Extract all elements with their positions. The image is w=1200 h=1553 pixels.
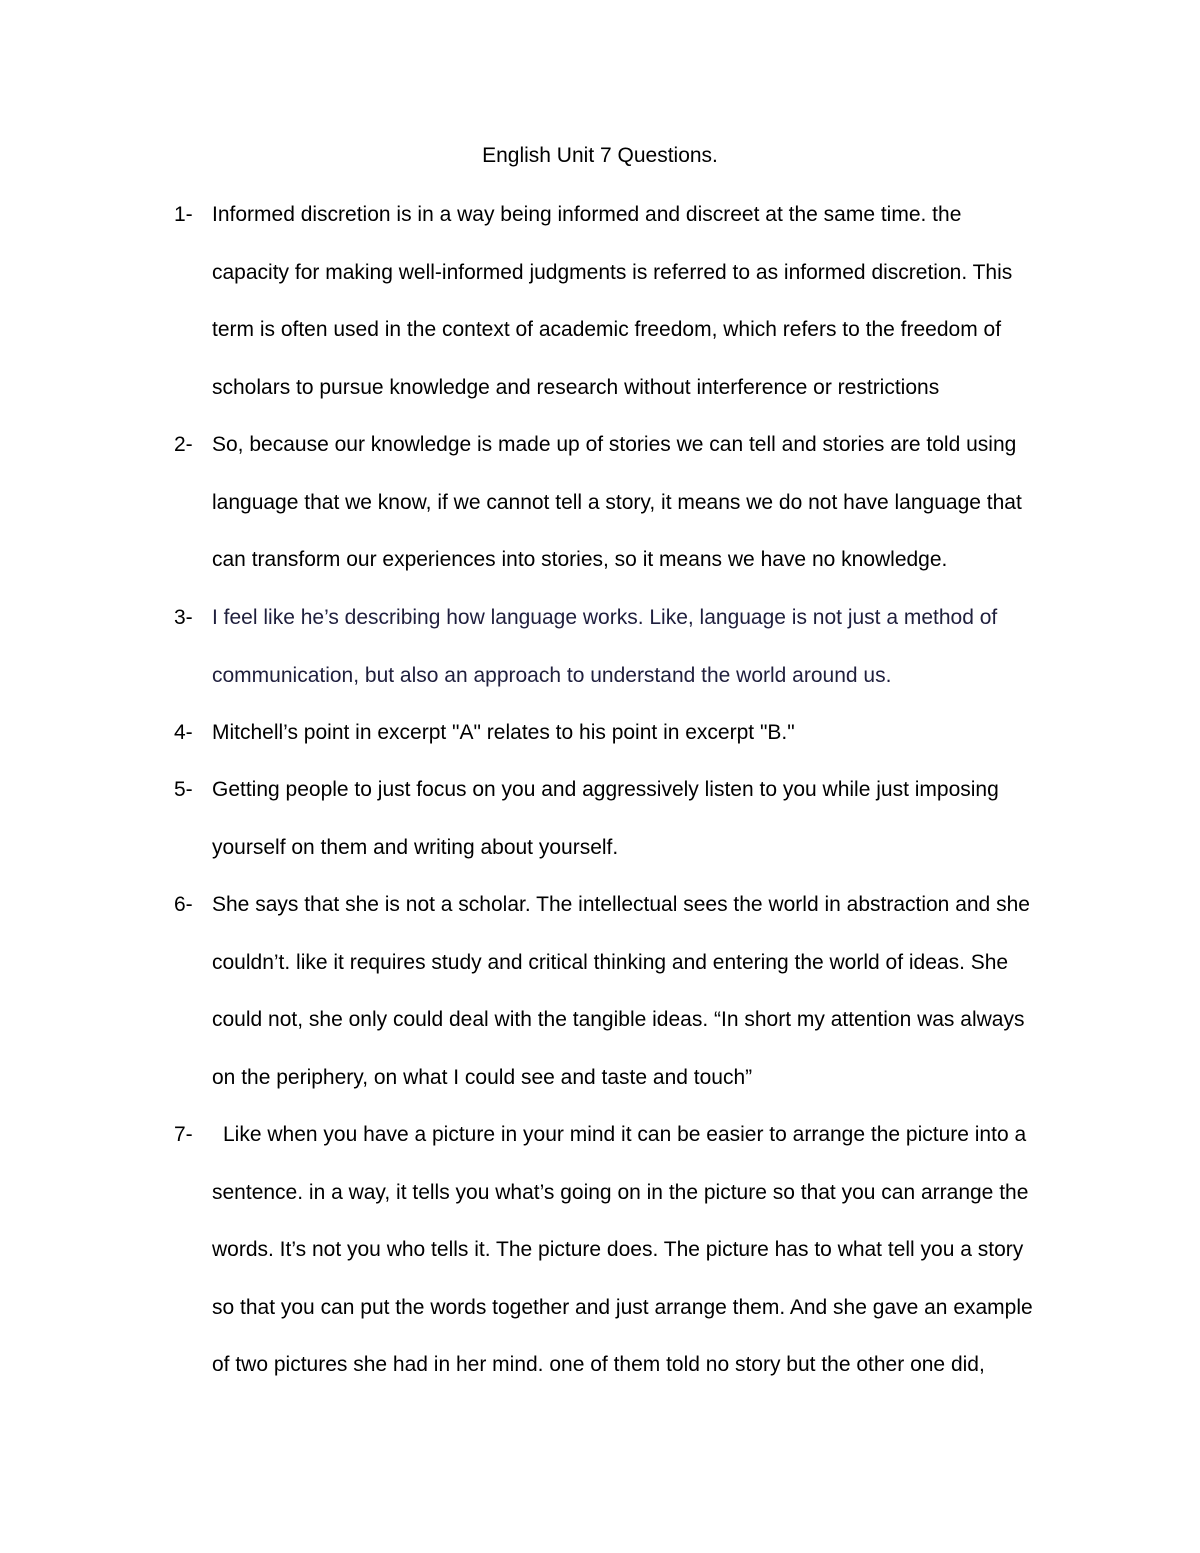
item-number: 1- <box>174 203 193 226</box>
text-line: term is often used in the context of academic freedom, which refers to the freedom of <box>212 318 1002 341</box>
text-line: capacity for making well-informed judgments is referred to as informed discretion. This <box>212 260 1013 284</box>
text-line: words. It’s not you who tells it. The picture does. The picture has to what tell you a story <box>212 1238 1024 1261</box>
text-line: communication, but also an approach to understand the world around us. <box>212 663 892 687</box>
document-title: English Unit 7 Questions. <box>482 144 718 167</box>
item-text <box>212 704 1072 762</box>
item-number: 5- <box>174 778 193 801</box>
item-text <box>212 416 1072 589</box>
text-line: I feel like he’s describing how language works. Like, language is not just a method of <box>212 606 998 629</box>
text-line: yourself on them and writing about yourself. <box>212 835 619 859</box>
item-text <box>212 186 1072 416</box>
text-line: Like when you have a picture in your mind it can be easier to arrange the picture into a <box>223 1123 1027 1146</box>
text-line: can transform our experiences into stories, so it means we have no knowledge. <box>212 548 948 571</box>
item-number: 6- <box>174 893 193 916</box>
text-line: language that we know, if we cannot tell a story, it means we do not have language that <box>212 490 1022 514</box>
text-line: Mitchell’s point in excerpt "A" relates to his point in excerpt "B." <box>212 721 795 744</box>
text-line: Getting people to just focus on you and aggressively listen to you while just imposing <box>212 778 999 801</box>
text-line: could not, she only could deal with the tangible ideas. “In short my attention was always <box>212 1008 1025 1031</box>
text-line: Informed discretion is in a way being informed and discreet at the same time. the <box>212 203 962 226</box>
item-number: 3- <box>174 606 193 629</box>
item-text <box>212 761 1072 876</box>
item-number: 4- <box>174 721 193 744</box>
text-line: of two pictures she had in her mind. one of them told no story but the other one did, <box>212 1353 985 1376</box>
text-line: sentence. in a way, it tells you what’s going on in the picture so that you can arrange the <box>212 1180 1029 1204</box>
text-line: couldn’t. like it requires study and critical thinking and entering the world of ideas. She <box>212 950 1009 974</box>
item-text <box>212 1106 1072 1394</box>
text-line: She says that she is not a scholar. The intellectual sees the world in abstraction and she <box>212 893 1030 916</box>
text-line: on the periphery, on what I could see and taste and touch” <box>212 1065 753 1089</box>
text-line: scholars to pursue knowledge and research without interference or restrictions <box>212 375 940 399</box>
text-line: So, because our knowledge is made up of stories we can tell and stories are told using <box>212 433 1017 456</box>
item-text <box>212 589 1072 704</box>
text-line: so that you can put the words together and just arrange them. And she gave an example <box>212 1295 1033 1319</box>
item-number: 2- <box>174 433 193 456</box>
item-text <box>212 876 1072 1106</box>
item-number: 7- <box>174 1123 193 1146</box>
